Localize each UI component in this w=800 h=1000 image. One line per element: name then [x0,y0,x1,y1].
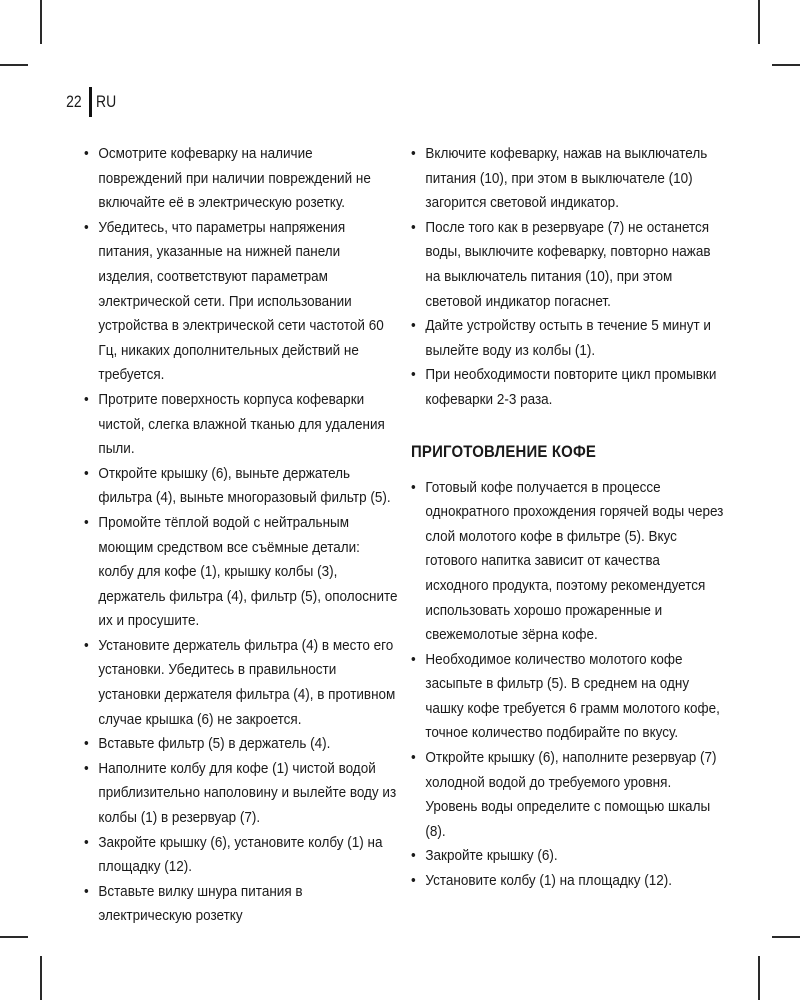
crop-mark-top-right-v [758,0,760,44]
crop-mark-bottom-right-v [758,956,760,1000]
crop-mark-bottom-right-h [772,936,800,938]
section-heading: ПРИГОТОВЛЕНИЕ КОФЕ [411,441,597,461]
list-item: • При необходимости повторите цикл промывки кофеварки 2-3 раза. [411,363,725,412]
list-item: • Готовый кофе получается в процессе однократного прохождения горячей воды через слой молотого кофе в фильтре (5). Вкус готового напитка зависит от качества исходного продукта, поэтому рекомендуется использовать хорошо прожаренные и свежемолотые зёрна кофе. [411,476,725,648]
list-item: • Закройте крышку (6), установите колбу (1) на площадку (12). [84,831,398,880]
language-code: RU [95,92,117,111]
crop-mark-top-left-v [40,0,42,44]
list-item: • Промойте тёплой водой с нейтральным моющим средством все съёмные детали: колбу для кофе (1), крышку колбы (3), держатель фильтра (4), фильтр (5), ополосните их и просушите. [84,511,398,634]
list-item: • Включите кофеварку, нажав на выключатель питания (10), при этом в выключателе (10) загорится световой индикатор. [411,142,725,216]
page-header [62,88,120,116]
crop-mark-bottom-left-h [0,936,28,938]
list-item: • Дайте устройству остыть в течение 5 минут и вылейте воду из колбы (1). [411,314,725,363]
list-item: • Установите держатель фильтра (4) в место его установки. Убедитесь в правильности установки держателя фильтра (4), в противном случае крышка (6) не закроется. [84,634,398,732]
list-item: • Протрите поверхность корпуса кофеварки чистой, слегка влажной тканью для удаления пыли. [84,388,398,462]
list-item: • Наполните колбу для кофе (1) чистой водой приблизительно наполовину и вылейте воду из колбы (1) в резервуар (7). [84,757,398,831]
list-item: • Вставьте вилку шнура питания в электрическую розетку [84,880,398,929]
list-item: • Необходимое количество молотого кофе засыпьте в фильтр (5). В среднем на одну чашку кофе требуется 6 грамм молотого кофе, точное количество подбирайте по вкусу. [411,648,725,746]
list-item: • Откройте крышку (6), наполните резервуар (7) холодной водой до требуемого уровня. Уровень воды определите с помощью шкалы (8). [411,746,725,844]
list-item: • Закройте крышку (6). [411,844,725,869]
crop-mark-top-left-h [0,64,28,66]
left-bullet-list [84,142,398,929]
list-item: • Откройте крышку (6), выньте держатель фильтра (4), выньте многоразовый фильтр (5). [84,462,398,511]
right-column [411,142,724,894]
header-divider [89,87,92,117]
list-item: • Убедитесь, что параметры напряжения питания, указанные на нижней панели изделия, соответствуют параметрам электрической сети. При использовании устройства в электрической сети частотой 60 Гц, никаких дополнительных действий не требуется. [84,216,398,388]
left-column [84,142,398,929]
crop-mark-bottom-left-v [40,956,42,1000]
right-bullet-list-top [411,142,717,413]
page-number: 22 [66,92,82,111]
right-bullet-list-bottom [411,476,724,894]
list-item: • Установите колбу (1) на площадку (12). [411,869,725,894]
list-item: • Осмотрите кофеварку на наличие повреждений при наличии повреждений не включайте её в электрическую розетку. [84,142,398,216]
list-item: • После того как в резервуаре (7) не останется воды, выключите кофеварку, повторно нажав на выключатель питания (10), при этом световой индикатор погаснет. [411,216,725,314]
list-item: • Вставьте фильтр (5) в держатель (4). [84,732,398,757]
crop-mark-top-right-h [772,64,800,66]
